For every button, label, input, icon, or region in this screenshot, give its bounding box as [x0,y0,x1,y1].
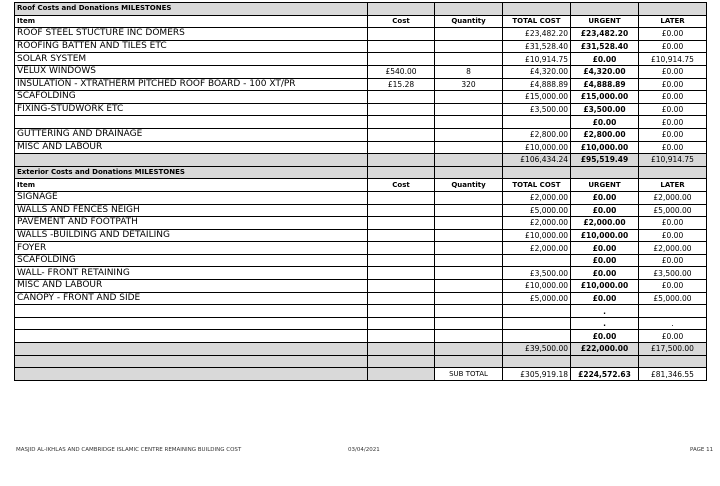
quantity-cell [435,204,503,217]
section-title-fill [368,166,435,179]
quantity-cell [435,116,503,129]
quantity-cell: 8 [435,65,503,78]
section-title-fill [435,166,503,179]
item-cell: FOYER [15,242,368,255]
total-cost-cell [503,317,571,330]
total-cost-cell: £31,528.40 [503,40,571,53]
header-urgent: URGENT [571,179,639,192]
cost-cell [368,116,435,129]
table-row [15,204,707,217]
total-cost-cell: £10,000.00 [503,229,571,242]
cost-cell [368,317,435,330]
subtotal-label: SUB TOTAL [435,368,503,381]
total-cost-cell: £5,000.00 [503,204,571,217]
total-cost-cell: £3,500.00 [503,267,571,280]
item-cell: MISC AND LABOUR [15,280,368,293]
totals-blank [435,154,503,167]
urgent-cell: £23,482.20 [571,28,639,41]
quantity-cell [435,280,503,293]
later-cell: £2,000.00 [639,242,707,255]
exterior-total-cost: £39,500.00 [503,343,571,356]
footer-page: PAGE 11 [690,447,714,453]
spacer-cell [503,355,571,368]
later-cell: £0.00 [639,330,707,343]
totals-blank [435,343,503,356]
cost-cell: £540.00 [368,65,435,78]
item-cell: INSULATION - XTRATHERM PITCHED ROOF BOARD - 100 XT/PR [15,78,368,91]
quantity-cell [435,292,503,305]
cost-cell [368,229,435,242]
spacer-cell [368,355,435,368]
later-cell: £0.00 [639,40,707,53]
total-cost-cell: £15,000.00 [503,91,571,104]
urgent-cell: £4,888.89 [571,78,639,91]
urgent-cell: £0.00 [571,116,639,129]
urgent-cell: £0.00 [571,267,639,280]
cost-cell [368,53,435,66]
table-row [15,229,707,242]
roof-section-title-row [15,3,707,16]
cost-cell [368,292,435,305]
cost-cell [368,267,435,280]
later-cell: £0.00 [639,28,707,41]
cost-cell [368,28,435,41]
later-cell: £0.00 [639,229,707,242]
section-title-fill [435,3,503,16]
urgent-cell: £15,000.00 [571,91,639,104]
total-cost-cell: £10,914.75 [503,53,571,66]
item-cell: FIXING-STUDWORK ETC [15,103,368,116]
total-cost-cell: £2,000.00 [503,217,571,230]
item-cell: ROOF STEEL STUCTURE INC DOMERS [15,28,368,41]
urgent-cell: . [571,305,639,318]
later-cell: . [639,317,707,330]
cost-cell [368,40,435,53]
spacer-row [15,355,707,368]
spacer-cell [639,355,707,368]
later-cell: £5,000.00 [639,292,707,305]
total-cost-cell [503,330,571,343]
section-title-fill [503,3,571,16]
section-title-fill [571,3,639,16]
table-row [15,242,707,255]
exterior-total-urgent: £22,000.00 [571,343,639,356]
cost-cell [368,330,435,343]
urgent-cell: £0.00 [571,242,639,255]
urgent-cell: £3,500.00 [571,103,639,116]
total-cost-cell: £2,000.00 [503,242,571,255]
table-row [15,28,707,41]
total-cost-cell: £3,500.00 [503,103,571,116]
quantity-cell [435,267,503,280]
urgent-cell: £2,000.00 [571,217,639,230]
header-total-cost: TOTAL COST [503,15,571,28]
spacer-cell [15,355,368,368]
roof-total-urgent: £95,519.49 [571,154,639,167]
header-quantity: Quantity [435,15,503,28]
later-cell: £2,000.00 [639,191,707,204]
item-cell [15,330,368,343]
table-row [15,103,707,116]
header-urgent: URGENT [571,15,639,28]
later-cell: £0.00 [639,254,707,267]
quantity-cell [435,141,503,154]
total-cost-cell [503,305,571,318]
exterior-section-title-row [15,166,707,179]
subtotal-urgent: £224,572.63 [571,368,639,381]
urgent-cell: £0.00 [571,204,639,217]
header-item: Item [15,15,368,28]
roof-header-row [15,15,707,28]
section-title-fill [639,166,707,179]
later-cell: £0.00 [639,280,707,293]
roof-section-title: Roof Costs and Donations MILESTONES [15,3,368,16]
item-cell: SCAFOLDING [15,91,368,104]
quantity-cell [435,40,503,53]
total-cost-cell: £4,888.89 [503,78,571,91]
urgent-cell: £0.00 [571,191,639,204]
table-row [15,292,707,305]
total-cost-cell: £10,000.00 [503,280,571,293]
item-cell: VELUX WINDOWS [15,65,368,78]
urgent-cell: £31,528.40 [571,40,639,53]
total-cost-cell [503,116,571,129]
later-cell: £5,000.00 [639,204,707,217]
footer-title: MASJID AL-IKHLAS AND CAMBRIDGE ISLAMIC CENTRE REMAINING BUILDING COST [16,447,242,453]
subtotal-blank [15,368,368,381]
item-cell: MISC AND LABOUR [15,141,368,154]
quantity-cell [435,330,503,343]
roof-total-cost: £106,434.24 [503,154,571,167]
item-cell [15,317,368,330]
quantity-cell [435,242,503,255]
urgent-cell: £4,320.00 [571,65,639,78]
totals-blank [368,343,435,356]
urgent-cell: £10,000.00 [571,280,639,293]
subtotal-total-cost: £305,919.18 [503,368,571,381]
quantity-cell [435,103,503,116]
section-title-fill [639,3,707,16]
table-row [15,330,707,343]
cost-cell [368,254,435,267]
total-cost-cell: £2,800.00 [503,128,571,141]
spacer-cell [571,355,639,368]
cost-cell [368,103,435,116]
quantity-cell [435,91,503,104]
quantity-cell [435,191,503,204]
later-cell: £10,914.75 [639,53,707,66]
table-row [15,305,707,318]
urgent-cell: . [571,317,639,330]
quantity-cell [435,217,503,230]
roof-totals-row [15,154,707,167]
table-row [15,141,707,154]
table-row [15,191,707,204]
later-cell: £0.00 [639,128,707,141]
roof-total-later: £10,914.75 [639,154,707,167]
table-row [15,267,707,280]
urgent-cell: £10,000.00 [571,141,639,154]
urgent-cell: £0.00 [571,330,639,343]
total-cost-cell: £10,000.00 [503,141,571,154]
totals-blank [368,154,435,167]
table-row [15,78,707,91]
later-cell: £0.00 [639,103,707,116]
milestones-sheet [14,2,707,381]
quantity-cell [435,254,503,267]
header-later: LATER [639,15,707,28]
total-cost-cell: £2,000.00 [503,191,571,204]
urgent-cell: £0.00 [571,254,639,267]
item-cell: CANOPY - FRONT AND SIDE [15,292,368,305]
table-row [15,53,707,66]
urgent-cell: £2,800.00 [571,128,639,141]
later-cell: £0.00 [639,116,707,129]
item-cell [15,305,368,318]
urgent-cell: £10,000.00 [571,229,639,242]
table-row [15,128,707,141]
exterior-total-later: £17,500.00 [639,343,707,356]
exterior-header-row [15,179,707,192]
exterior-totals-row [15,343,707,356]
item-cell: SOLAR SYSTEM [15,53,368,66]
header-quantity: Quantity [435,179,503,192]
cost-cell [368,128,435,141]
header-item: Item [15,179,368,192]
header-cost: Cost [368,15,435,28]
cost-cell [368,204,435,217]
total-cost-cell: £5,000.00 [503,292,571,305]
urgent-cell: £0.00 [571,53,639,66]
cost-cell: £15.28 [368,78,435,91]
item-cell: SIGNAGE [15,191,368,204]
later-cell: £0.00 [639,65,707,78]
table-row [15,65,707,78]
total-cost-cell: £23,482.20 [503,28,571,41]
quantity-cell [435,128,503,141]
quantity-cell [435,229,503,242]
cost-cell [368,242,435,255]
spacer-cell [435,355,503,368]
cost-cell [368,141,435,154]
footer-date: 03/04/2021 [348,447,380,453]
table-row [15,254,707,267]
later-cell: £0.00 [639,141,707,154]
item-cell: WALLS AND FENCES NEIGH [15,204,368,217]
section-title-fill [503,166,571,179]
table-row [15,40,707,53]
subtotal-row [15,368,707,381]
later-cell: £0.00 [639,217,707,230]
quantity-cell: 320 [435,78,503,91]
urgent-cell: £0.00 [571,292,639,305]
subtotal-later: £81,346.55 [639,368,707,381]
cost-cell [368,91,435,104]
table-row [15,91,707,104]
totals-blank [15,343,368,356]
cost-cell [368,280,435,293]
total-cost-cell [503,254,571,267]
subtotal-blank [368,368,435,381]
cost-cell [368,305,435,318]
item-cell: ROOFING BATTEN AND TILES ETC [15,40,368,53]
later-cell: £3,500.00 [639,267,707,280]
section-title-fill [571,166,639,179]
item-cell [15,116,368,129]
item-cell: WALLS -BUILDING AND DETAILING [15,229,368,242]
header-cost: Cost [368,179,435,192]
item-cell: PAVEMENT AND FOOTPATH [15,217,368,230]
table-row [15,317,707,330]
table-row [15,217,707,230]
totals-blank [15,154,368,167]
item-cell: GUTTERING AND DRAINAGE [15,128,368,141]
header-later: LATER [639,179,707,192]
cost-cell [368,217,435,230]
later-cell: £0.00 [639,78,707,91]
item-cell: SCAFOLDING [15,254,368,267]
header-total-cost: TOTAL COST [503,179,571,192]
table-row [15,116,707,129]
quantity-cell [435,53,503,66]
table-row [15,280,707,293]
quantity-cell [435,317,503,330]
exterior-section-title: Exterior Costs and Donations MILESTONES [15,166,368,179]
item-cell: WALL- FRONT RETAINING [15,267,368,280]
section-title-fill [368,3,435,16]
cost-cell [368,191,435,204]
total-cost-cell: £4,320.00 [503,65,571,78]
quantity-cell [435,305,503,318]
quantity-cell [435,28,503,41]
later-cell [639,305,707,318]
later-cell: £0.00 [639,91,707,104]
